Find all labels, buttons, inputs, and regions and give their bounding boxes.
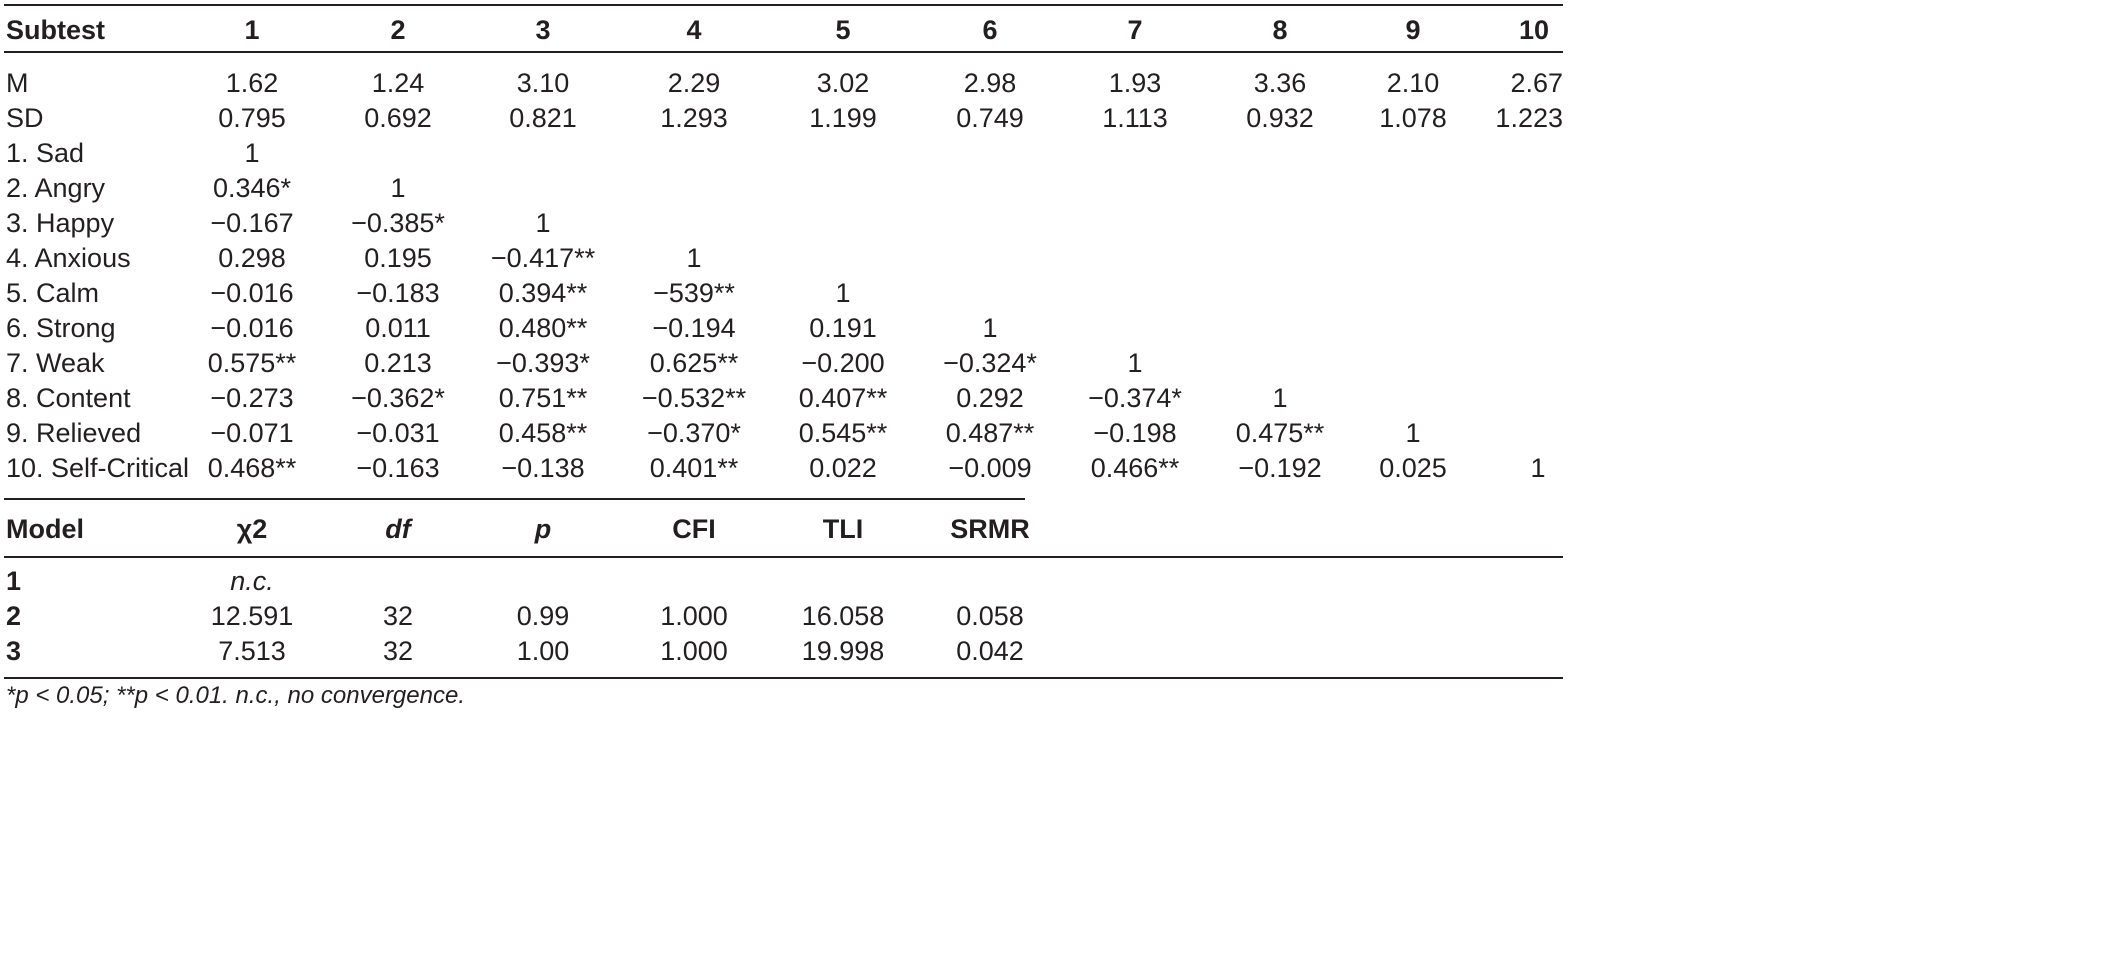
table-cell: −0.192	[1238, 453, 1322, 483]
column-header: 9	[1405, 15, 1421, 45]
row-label: 1. Sad	[6, 138, 85, 168]
table-cell: 0.487**	[945, 418, 1035, 448]
row-label: M	[6, 68, 29, 98]
row-label: 2. Angry	[6, 173, 106, 203]
row-label: 7. Weak	[6, 348, 105, 378]
table-cell: −0.324*	[943, 348, 1037, 378]
column-header: 8	[1272, 15, 1288, 45]
model-row-label: 1	[6, 566, 22, 596]
table-cell: −0.031	[356, 418, 440, 448]
table-cell: −0.167	[210, 208, 294, 238]
table-cell: −0.198	[1093, 418, 1177, 448]
table-cell: 3.36	[1253, 68, 1307, 98]
table-cell: 3.02	[816, 68, 870, 98]
column-header-subtest: Subtest	[6, 15, 106, 45]
table-cell: −0.370*	[647, 418, 741, 448]
column-header: 10	[1518, 15, 1549, 45]
table-cell: −0.273	[210, 383, 294, 413]
row-label: SD	[6, 103, 44, 133]
table-cell: 0.022	[809, 453, 877, 483]
row-label: 8. Content	[6, 383, 131, 413]
table-cell: 1.199	[809, 103, 877, 133]
table-cell: −539**	[653, 278, 735, 308]
table-cell: 0.751**	[498, 383, 588, 413]
table-cell: 1.078	[1379, 103, 1447, 133]
model-row-label: 3	[6, 636, 22, 666]
table-cell: 0.401**	[649, 453, 739, 483]
table-cell: −0.362*	[351, 383, 445, 413]
column-header: 5	[835, 15, 851, 45]
table-cell: 0.298	[218, 243, 286, 273]
table-cell: −0.393*	[496, 348, 590, 378]
table-cell: 1	[1127, 348, 1143, 378]
table-cell: 1	[1405, 418, 1421, 448]
model-column-header: TLI	[822, 514, 864, 544]
table-cell: −0.374*	[1088, 383, 1182, 413]
table-cell: 1	[982, 313, 998, 343]
model-row-label: 2	[6, 601, 22, 631]
table-cell: 2.29	[667, 68, 721, 98]
model-cell: 0.99	[516, 601, 570, 631]
model-cell: 32	[382, 636, 414, 666]
table-cell: −0.071	[210, 418, 294, 448]
table-cell: −0.016	[210, 278, 294, 308]
model-cell: 1.000	[660, 601, 728, 631]
table-cell: −0.532**	[641, 383, 747, 413]
model-column-header: p	[534, 514, 552, 544]
column-header-chi-square: χ2	[236, 514, 268, 544]
model-cell: 0.058	[956, 601, 1024, 631]
table-cell: 0.191	[809, 313, 877, 343]
table-cell: 0.475**	[1235, 418, 1325, 448]
model-column-header: CFI	[672, 514, 716, 544]
table-cell: −0.385*	[351, 208, 445, 238]
row-label: 3. Happy	[6, 208, 115, 238]
table-cell: 0.025	[1379, 453, 1447, 483]
table-cell: 1.293	[660, 103, 728, 133]
table-cell: 1	[244, 138, 260, 168]
table-cell: 1.113	[1102, 103, 1168, 133]
table-cell: −0.417**	[490, 243, 596, 273]
table-cell: −0.138	[501, 453, 585, 483]
table-cell: 2.98	[963, 68, 1017, 98]
model-cell: 7.513	[218, 636, 286, 666]
table-cell: 0.795	[218, 103, 286, 133]
model-column-header: df	[385, 514, 411, 544]
table-cell: 0.625**	[649, 348, 739, 378]
table-cell: 0.292	[956, 383, 1024, 413]
column-header: 1	[244, 15, 260, 45]
model-cell: 19.998	[801, 636, 885, 666]
column-header: 6	[982, 15, 998, 45]
table-cell: 1.93	[1108, 68, 1162, 98]
column-header: 3	[535, 15, 551, 45]
column-header: 4	[686, 15, 702, 45]
model-column-header: SRMR	[950, 514, 1030, 544]
model-header-label: Model	[6, 514, 84, 544]
model-header-rule	[4, 556, 1563, 558]
table-cell: −0.200	[801, 348, 885, 378]
table-cell: −0.183	[356, 278, 440, 308]
model-cell: 16.058	[801, 601, 885, 631]
table-cell: 0.466**	[1090, 453, 1180, 483]
model-cell: 12.591	[210, 601, 294, 631]
row-label: 4. Anxious	[6, 243, 131, 273]
table-cell: −0.194	[652, 313, 736, 343]
model-cell: 1.000	[660, 636, 728, 666]
header-rule	[4, 51, 1563, 53]
table-cell: 0.545**	[798, 418, 888, 448]
table-cell: 0.692	[364, 103, 432, 133]
table-cell: 0.011	[365, 313, 431, 343]
model-cell: 32	[382, 601, 414, 631]
row-label: 6. Strong	[6, 313, 116, 343]
table-cell: 0.346*	[212, 173, 292, 203]
column-header: 7	[1127, 15, 1143, 45]
table-cell: 0.195	[364, 243, 432, 273]
table-cell: 0.458**	[498, 418, 588, 448]
row-label: 9. Relieved	[6, 418, 142, 448]
model-cell: 0.042	[956, 636, 1024, 666]
table-cell: 0.213	[364, 348, 432, 378]
model-cell: n.c.	[230, 566, 274, 596]
table-cell: 1	[390, 173, 406, 203]
mid-rule	[4, 498, 1025, 500]
table-cell: 1	[686, 243, 702, 273]
row-label: 10. Self-Critical	[6, 453, 190, 483]
table-cell: −0.163	[356, 453, 440, 483]
table-cell: 3.10	[516, 68, 570, 98]
model-cell: 1.00	[516, 636, 570, 666]
table-cell: 0.749	[956, 103, 1024, 133]
table-cell: 1	[535, 208, 551, 238]
table-cell: 1.223	[1495, 103, 1563, 133]
table-cell: 0.394**	[498, 278, 588, 308]
table-cell: −0.016	[210, 313, 294, 343]
table-cell: 0.932	[1246, 103, 1314, 133]
table-cell: 1.24	[371, 68, 425, 98]
table-cell: 0.407**	[798, 383, 888, 413]
table-cell: 1	[1272, 383, 1288, 413]
table-cell: 0.468**	[207, 453, 297, 483]
column-header: 2	[390, 15, 406, 45]
table-cell: 1.62	[225, 68, 279, 98]
table-cell: 0.575**	[207, 348, 297, 378]
table-cell: 0.480**	[498, 313, 588, 343]
table-cell: 1	[835, 278, 851, 308]
bottom-rule	[4, 677, 1563, 679]
table-cell: −0.009	[948, 453, 1032, 483]
top-rule	[4, 4, 1563, 6]
row-label: 5. Calm	[6, 278, 100, 308]
table-cell: 2.67	[1510, 68, 1563, 98]
table-cell: 2.10	[1386, 68, 1440, 98]
table-cell: 0.821	[509, 103, 577, 133]
table-footnote: *p < 0.05; **p < 0.01. n.c., no convergence.	[6, 682, 465, 709]
table-cell: 1	[1530, 453, 1546, 483]
